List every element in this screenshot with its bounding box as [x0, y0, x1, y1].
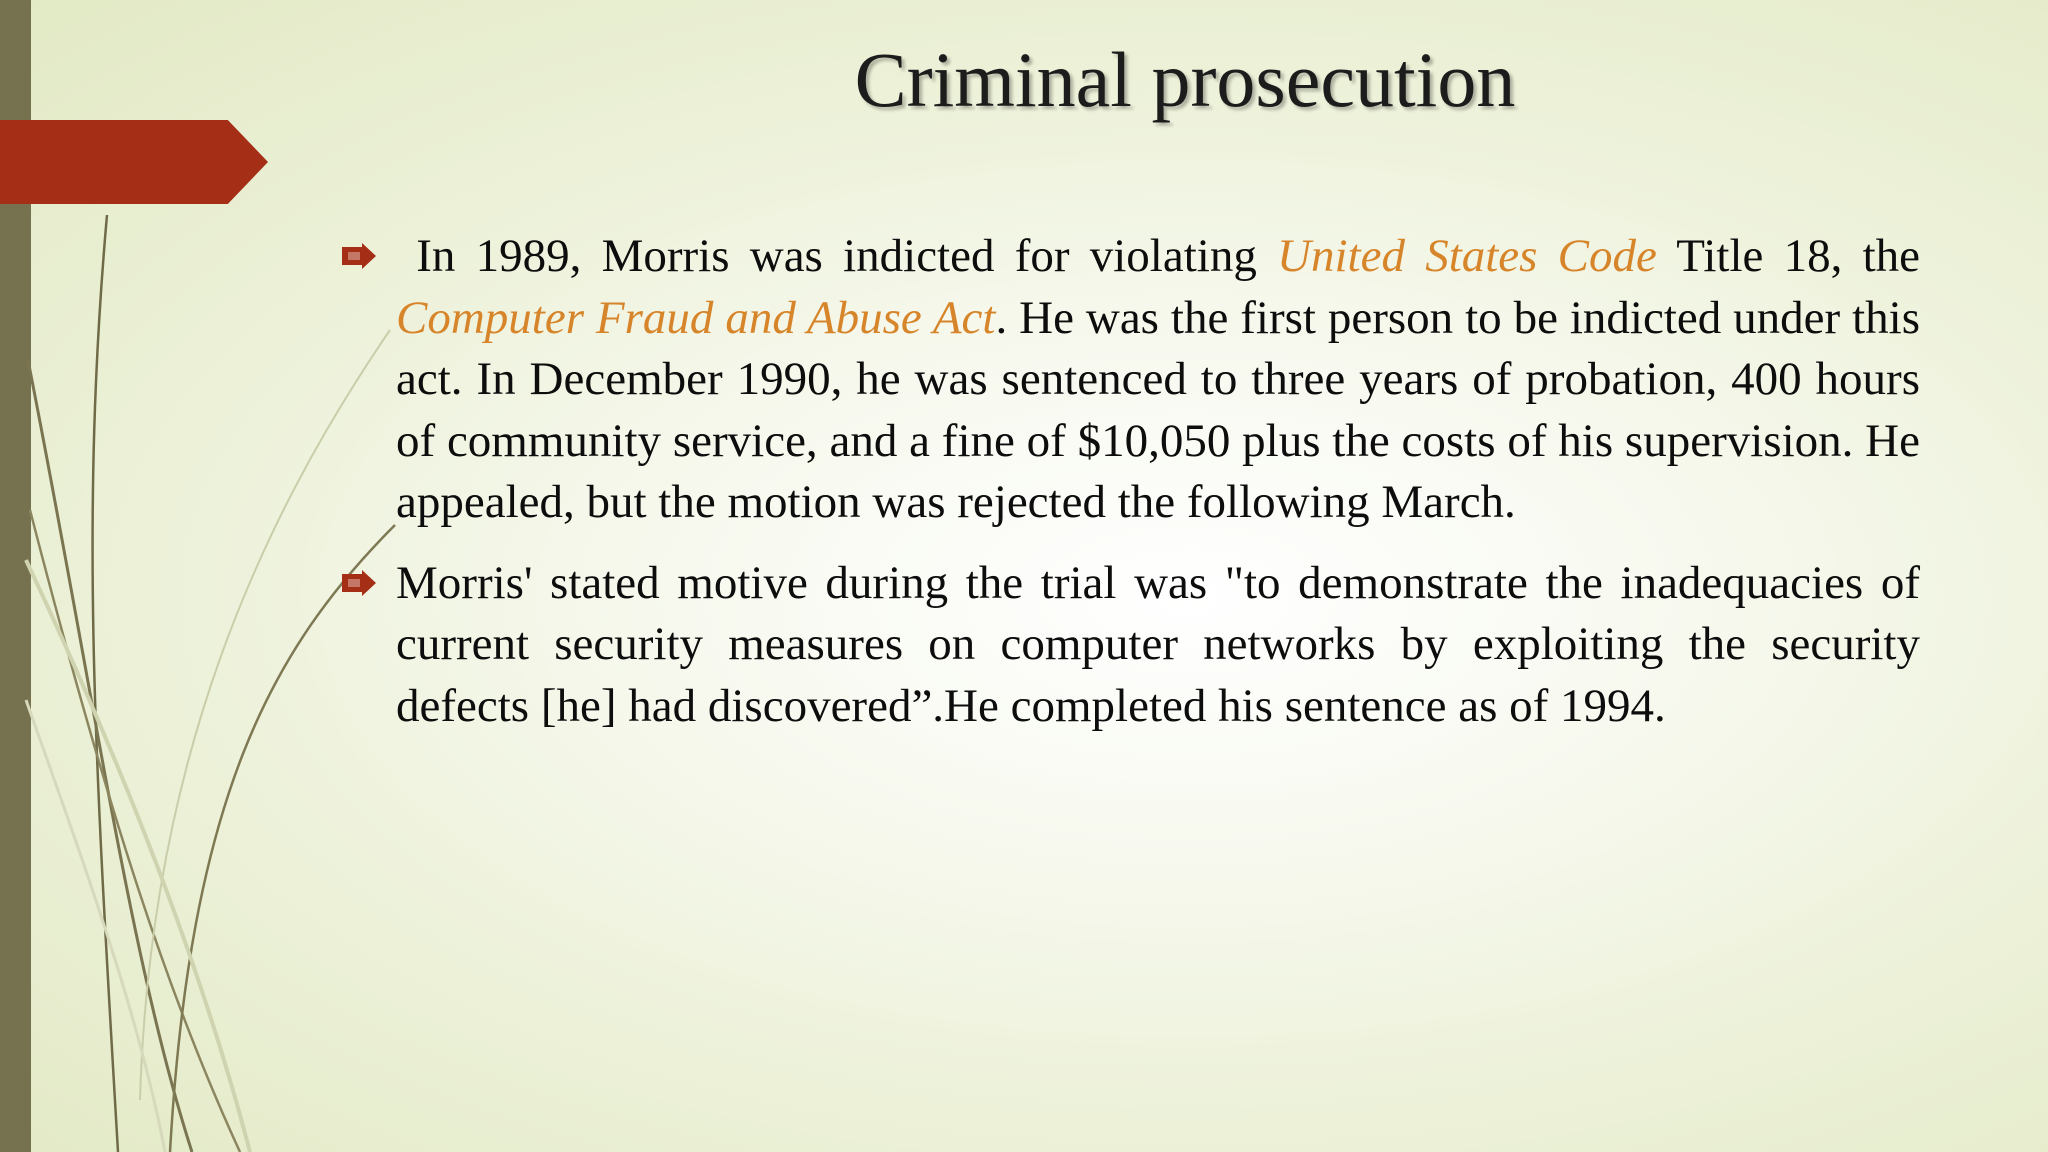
- cfaa-link[interactable]: Computer Fraud and Abuse Act: [396, 291, 996, 344]
- bullet-text-part: Title 18, the: [1656, 230, 1920, 282]
- bullet-list: [340, 226, 1920, 756]
- bullet-text-part: . He was the first person to be indicted under this act. In December 1990, he was sentenced to three years of probation, 400 hours of community service, and a fine of $10,050 plus the costs of his supervision. He appealed, but the motion was rejected the following March.: [396, 291, 1921, 528]
- bullet-text-part: In 1989, Morris was indicted for violating: [416, 230, 1278, 282]
- title-arrow-shape: [0, 120, 268, 204]
- slide-title: Criminal prosecution: [854, 36, 1516, 123]
- bullet-item-indictment: [340, 226, 1920, 534]
- right-arrow-icon: [340, 243, 378, 269]
- bullet-item-motive: [340, 553, 1920, 738]
- right-arrow-icon: [340, 570, 378, 596]
- united-states-code-link[interactable]: United States Code: [1277, 230, 1657, 282]
- bullet-text: Morris' stated motive during the trial was "to demonstrate the inadequacies of current security measures on computer networks by exploiting the security defects [he] had discovered”.He completed his sentence as of 1994.: [396, 556, 1920, 732]
- bullet-leading-space: [396, 230, 416, 282]
